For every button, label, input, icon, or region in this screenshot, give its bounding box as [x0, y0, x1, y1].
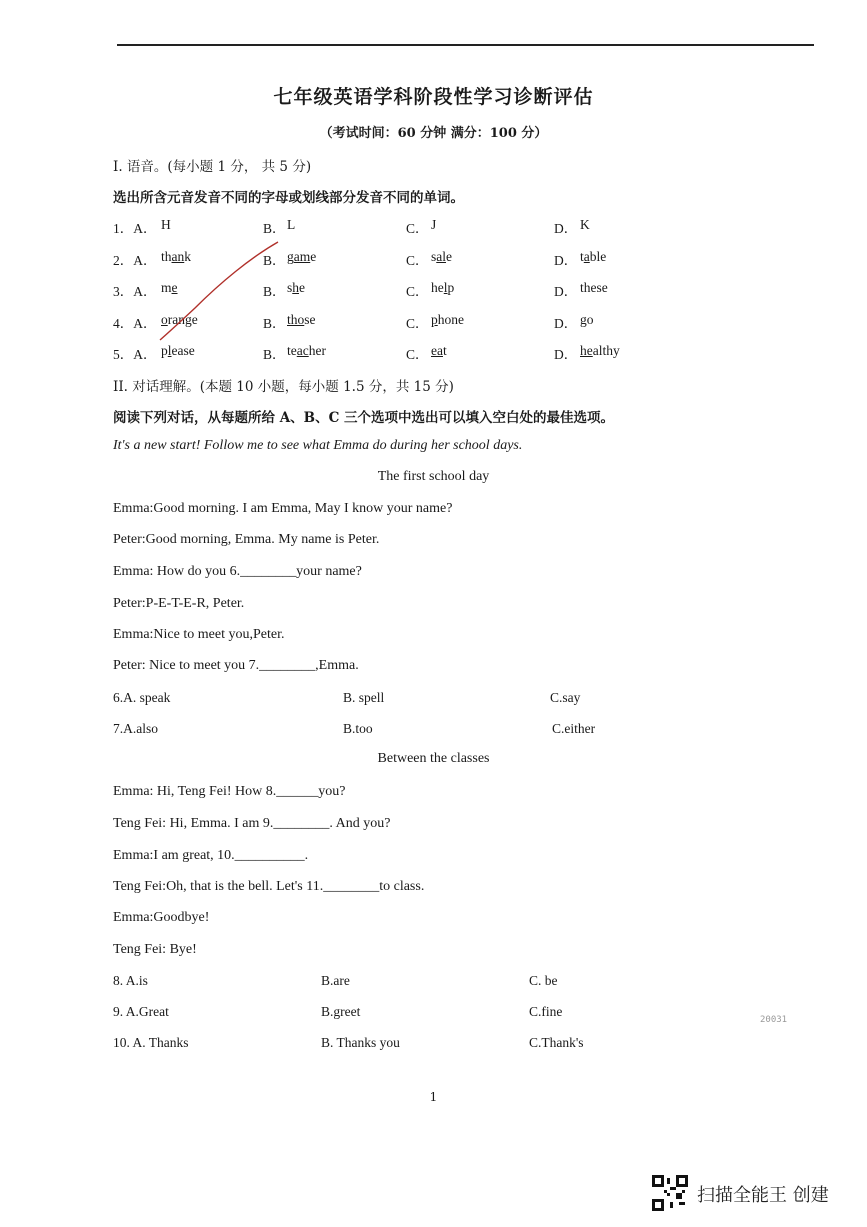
- question-b-label: B．: [263, 253, 286, 268]
- question-b: she: [287, 280, 306, 295]
- question-a: H: [161, 217, 171, 232]
- option-a: 6.A. speak: [113, 690, 171, 705]
- question-b-label: B．: [263, 316, 286, 331]
- question-c: sale: [431, 249, 453, 264]
- question-d: go: [580, 312, 594, 327]
- option-a: 9. A.Great: [113, 1004, 169, 1019]
- question-d: healthy: [580, 343, 620, 358]
- question-b: those: [287, 312, 316, 327]
- option-c: C.fine: [529, 1004, 563, 1019]
- option-c: C.say: [550, 690, 581, 705]
- option-b: B. Thanks you: [321, 1035, 400, 1050]
- question-b: game: [287, 249, 317, 264]
- dialogue-line: Peter:Good morning, Emma. My name is Peter.: [113, 532, 380, 547]
- question-c: help: [431, 280, 455, 295]
- question-c-label: C．: [406, 284, 429, 299]
- dialogue-line: Peter: Nice to meet you 7.________,Emma.: [113, 658, 359, 673]
- option-a: 10. A. Thanks: [113, 1035, 189, 1050]
- part1-title: The first school day: [377, 469, 490, 484]
- question-a: please: [161, 343, 195, 358]
- question-a: me: [161, 280, 178, 295]
- option-a: 8. A.is: [113, 973, 148, 988]
- question-b: teacher: [287, 343, 326, 358]
- dialogue-line: Emma:I am great, 10.__________.: [113, 848, 309, 863]
- question-d: K: [580, 217, 590, 232]
- question-d-label: D．: [554, 253, 578, 268]
- question-c: J: [431, 217, 437, 232]
- question-d-label: D．: [554, 316, 578, 331]
- scanner-watermark: 扫描全能王 创建: [697, 1185, 829, 1206]
- qr-code-icon: [652, 1175, 688, 1211]
- page-number: 1: [429, 1090, 438, 1104]
- question-a: thank: [161, 249, 192, 264]
- question-d: table: [580, 249, 607, 264]
- dialogue-line: Emma:Good morning. I am Emma, May I know your name?: [113, 501, 453, 516]
- question-num: 3．A．: [113, 284, 157, 299]
- part2-title: Between the classes: [377, 751, 490, 766]
- question-num: 5．A．: [113, 347, 157, 362]
- dialogue-intro: It's a new start! Follow me to see what Emma do during her school days.: [113, 438, 523, 453]
- question-num: 4．A．: [113, 316, 157, 331]
- question-c-label: C．: [406, 253, 429, 268]
- header-rule: [117, 44, 814, 46]
- dialogue-line: Emma:Nice to meet you,Peter.: [113, 627, 285, 642]
- exam-info: （考试时间：60 分钟 满分：100 分）: [319, 126, 548, 141]
- question-num: 1．A．: [113, 221, 157, 236]
- option-b: B.are: [321, 973, 350, 988]
- option-c: C.Thank's: [529, 1035, 584, 1050]
- option-a: 7.A.also: [113, 721, 158, 736]
- section1-instruction: 选出所含元音发音不同的字母或划线部分发音不同的单词。: [113, 190, 464, 206]
- option-b: B.too: [343, 721, 373, 736]
- margin-note: 20031: [760, 1015, 788, 1025]
- question-b-label: B．: [263, 284, 286, 299]
- dialogue-line: Teng Fei: Bye!: [113, 942, 197, 957]
- question-c-label: C．: [406, 316, 429, 331]
- dialogue-line: Emma: Hi, Teng Fei! How 8.______you?: [113, 784, 346, 799]
- section2-instruction: 阅读下列对话，从每题所给 A、B、C 三个选项中选出可以填入空白处的最佳选项。: [113, 410, 615, 426]
- dialogue-line: Emma:Goodbye!: [113, 910, 210, 925]
- option-c: C.either: [552, 721, 596, 736]
- option-b: B. spell: [343, 690, 385, 705]
- question-d-label: D．: [554, 347, 578, 362]
- option-c: C. be: [529, 973, 558, 988]
- question-c-label: C．: [406, 347, 429, 362]
- dialogue-line: Teng Fei:Oh, that is the bell. Let's 11.________to class.: [113, 879, 425, 894]
- question-d: these: [580, 280, 608, 295]
- question-b-label: B．: [263, 221, 286, 236]
- question-c: eat: [431, 343, 447, 358]
- question-d-label: D．: [554, 221, 578, 236]
- question-num: 2．A．: [113, 253, 157, 268]
- question-d-label: D．: [554, 284, 578, 299]
- pen-mark-icon: [150, 238, 290, 343]
- section1-heading: I. 语音。(每小题 1 分， 共 5 分): [113, 159, 312, 175]
- question-b-label: B．: [263, 347, 286, 362]
- dialogue-line: Teng Fei: Hi, Emma. I am 9.________. And you?: [113, 816, 391, 831]
- question-b: L: [287, 217, 296, 232]
- question-a: orange: [161, 312, 198, 327]
- option-b: B.greet: [321, 1004, 361, 1019]
- dialogue-line: Emma: How do you 6.________your name?: [113, 564, 362, 579]
- section2-heading: II. 对话理解。(本题 10 小题，每小题 1.5 分，共 15 分): [113, 379, 454, 395]
- page-title: 七年级英语学科阶段性学习诊断评估: [273, 86, 594, 108]
- question-c: phone: [431, 312, 464, 327]
- dialogue-line: Peter:P-E-T-E-R, Peter.: [113, 596, 245, 611]
- question-c-label: C．: [406, 221, 429, 236]
